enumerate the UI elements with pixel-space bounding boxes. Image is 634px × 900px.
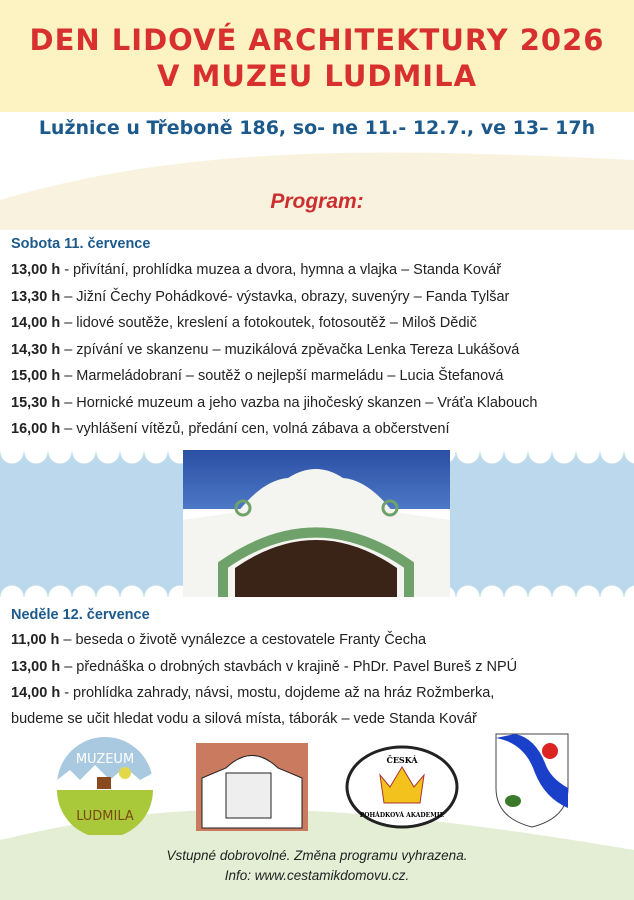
location-and-date: Lužnice u Třeboně 186, so- ne 11.- 12.7., ve 13– 17h xyxy=(38,117,596,139)
schedule-text: – lidové soutěže, kreslení a fotokoutek, fotosoutěž – Miloš Dědič xyxy=(60,315,477,331)
schedule-text: – vyhlášení vítězů, předání cen, volná zábava a občerstvení xyxy=(60,421,450,437)
schedule-text: – beseda o životě vynálezce a cestovatele Franty Čecha xyxy=(59,632,427,648)
title-line-2: V MUZEU LUDMILA xyxy=(156,59,478,93)
schedule-time: 16,00 h xyxy=(11,421,61,437)
sunday-continuation: budeme se učit hledat vodu a silová místa, táborák – vede Standa Kovář xyxy=(11,711,477,727)
schedule-item xyxy=(11,685,494,701)
schedule-item xyxy=(11,289,509,305)
muzeum-ludmila-logo xyxy=(55,735,155,835)
schedule-time: 11,00 h xyxy=(11,632,60,648)
schedule-time: 13,30 h xyxy=(11,288,61,305)
svg-text:MUZEUM: MUZEUM xyxy=(75,752,135,767)
decorative-wave xyxy=(0,140,634,230)
schedule-time: 13,00 h xyxy=(11,262,61,278)
schedule-text: – Hornické muzeum a jeho vazba na jihočeský skanzen – Vráťa Klabouch xyxy=(60,394,538,411)
schedule-text: - přivítání, prohlídka muzea a dvora, hymna a vlajka – Standa Kovář xyxy=(60,262,502,278)
footer-info: Info: www.cestamikdomovu.cz. xyxy=(224,868,410,883)
schedule-text: – zpívání ve skanzenu – muzikálová zpěvačka Lenka Tereza Lukášová xyxy=(60,341,520,358)
footer xyxy=(0,846,634,886)
schedule-time: 14,00 h xyxy=(11,315,61,331)
schedule-item xyxy=(11,368,503,384)
footer-note: Vstupné dobrovolné. Změna programu vyhrazena. xyxy=(166,848,468,863)
ceska-pohadkova-akademie-logo xyxy=(345,745,460,830)
svg-text:LUDMILA: LUDMILA xyxy=(76,809,134,824)
poster-title xyxy=(0,22,634,94)
schedule-time: 13,00 h xyxy=(11,658,61,675)
schedule-text: – přednáška o drobných stavbách v krajině - PhDr. Pavel Bureš z NPÚ xyxy=(60,658,518,675)
schedule-item xyxy=(11,632,426,648)
schedule-item xyxy=(11,315,477,331)
schedule-item xyxy=(11,659,517,675)
schedule-item xyxy=(11,342,519,358)
schedule-time: 14,30 h xyxy=(11,341,61,358)
svg-text:POHÁDKOVÁ AKADEMIE: POHÁDKOVÁ AKADEMIE xyxy=(359,812,445,819)
sunday-heading: Neděle 12. července xyxy=(11,607,150,623)
schedule-text: – Marmeládobraní – soutěž o nejlepší marmeládu – Lucia Štefanová xyxy=(60,368,504,384)
schedule-text: – Jižní Čechy Pohádkové- výstavka, obrazy, suvenýry – Fanda Tylšar xyxy=(60,288,510,305)
svg-text:ČESKÁ: ČESKÁ xyxy=(386,755,418,765)
title-line-1: DEN LIDOVÉ ARCHITEKTURY 2026 xyxy=(29,23,605,57)
program-heading: Program: xyxy=(270,190,364,213)
schedule-item xyxy=(11,421,450,437)
den-lidove-architektury-logo xyxy=(196,743,308,831)
schedule-item xyxy=(11,262,501,278)
schedule-time: 15,00 h xyxy=(11,368,61,384)
saturday-heading: Sobota 11. července xyxy=(11,236,151,252)
gable-photo xyxy=(183,450,450,597)
schedule-text: - prohlídka zahrady, návsi, mostu, dojdeme až na hráz Rožmberka, xyxy=(60,685,495,701)
coat-of-arms xyxy=(495,733,569,828)
schedule-time: 15,30 h xyxy=(11,394,61,411)
schedule-time: 14,00 h xyxy=(11,685,61,701)
schedule-item xyxy=(11,395,537,411)
